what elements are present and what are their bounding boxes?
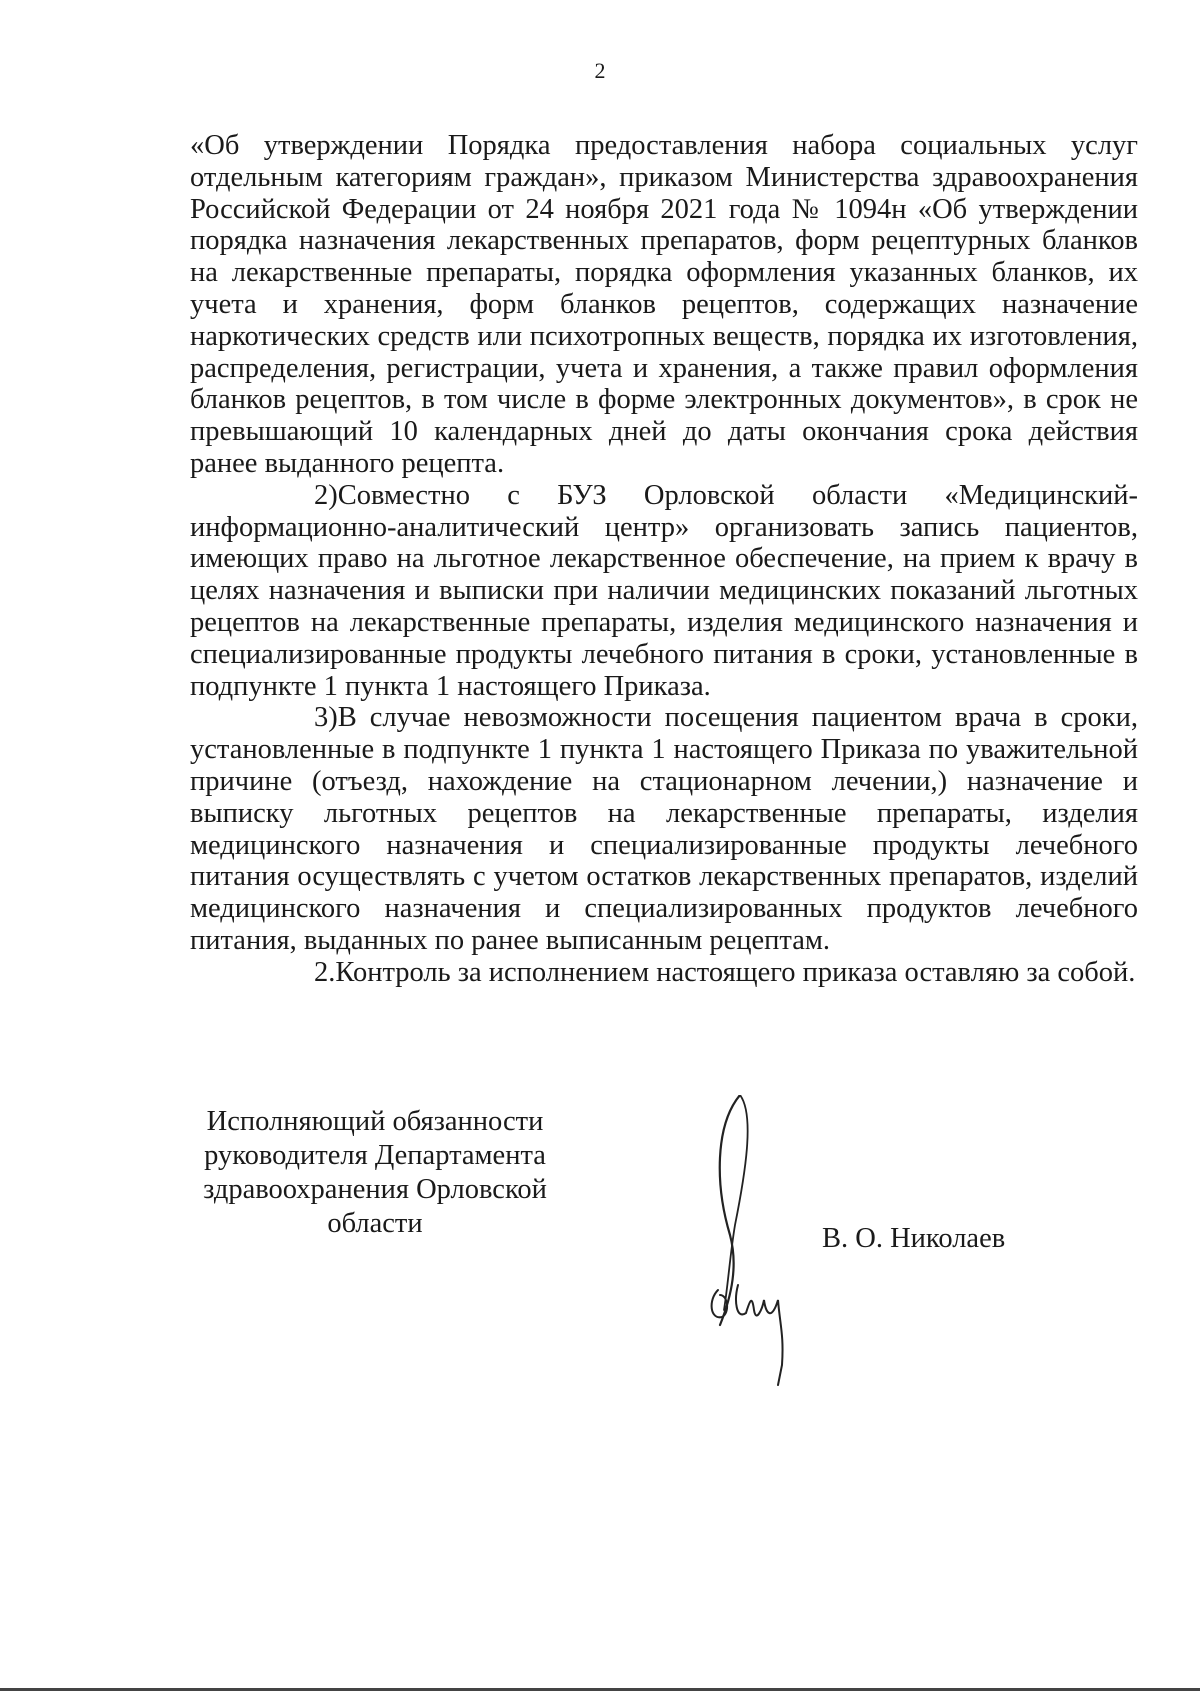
list-item-number: 2) — [314, 479, 338, 511]
position-line: Исполняющий обязанности — [206, 1106, 544, 1137]
handwritten-signature — [700, 1095, 820, 1395]
paragraph-continuation: «Об утверждении Порядка предоставления набора социальных услуг отдельным категориям граждан», приказом Министерства здравоохранения Российской Федерации от 24 ноября 2021 года № 1094н «Об утверждении порядка назначения лекарственных препаратов, форм рецептурных бланков на лекарственные препараты, порядка оформления указанных бланков, их учета и хранения, форм бланков рецептов, содержащих назначение наркотических средств или психотропных веществ, порядка их изготовления, распределения, регистрации, учета и хранения, а также правил оформления бланков рецептов, в том числе в форме электронных документов», в срок не превышающий 10 календарных дней до даты окончания срока действия ранее выданного рецепта. — [190, 130, 1138, 479]
point-number: 2. — [314, 956, 336, 988]
point-2 — [190, 957, 1138, 989]
list-item-3 — [190, 702, 1138, 956]
signatory-name: В. О. Николаев — [822, 1223, 1006, 1254]
page-bottom-edge — [0, 1688, 1200, 1691]
list-item-2 — [190, 480, 1138, 703]
document-body — [190, 130, 1138, 989]
position-line: здравоохранения Орловской — [203, 1174, 547, 1205]
signatory-position — [190, 1105, 560, 1241]
list-item-number: 3) — [314, 702, 338, 734]
position-line: области — [327, 1208, 423, 1239]
position-line: руководителя Департамента — [204, 1140, 546, 1171]
list-item-text: В случае невозможности посещения пациентом врача в сроки, установленные в подпункте 1 пункта 1 настоящего Приказа по уважительной причине (отъезд, нахождение на стационарном лечении,) назначение и выписку льготных рецептов на лекарственные препараты, изделия медицинского назначения и специализированные продукты лечебного питания осуществлять с учетом остатков лекарственных препаратов, изделий медицинского назначения и специализированных продуктов лечебного питания, выданных по ранее выписанным рецептам. — [190, 702, 1138, 956]
page-number: 2 — [594, 58, 606, 83]
list-item-text: Совместно с БУЗ Орловской области «Медицинский-информационно-аналитический центр» организовать запись пациентов, имеющих право на льготное лекарственное обеспечение, на прием к врачу в целях назначения и выписки при наличии медицинских показаний льготных рецептов на лекарственные препараты, изделия медицинского назначения и специализированные продукты лечебного питания в сроки, установленные в подпункте 1 пункта 1 настоящего Приказа. — [190, 479, 1138, 702]
point-text: Контроль за исполнением настоящего приказа оставляю за собой. — [335, 956, 1136, 988]
